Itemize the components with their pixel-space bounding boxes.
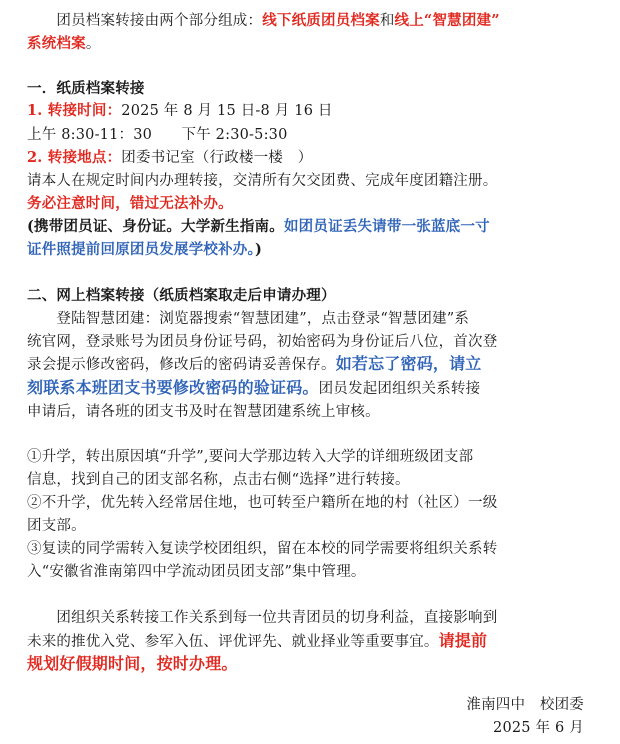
- case-2-line-2: 团支部。: [27, 518, 86, 534]
- signature-date: 2025 年 6 月: [493, 720, 584, 736]
- online-para-line-4: 刻联系本班团支书要修改密码的验证码。团员发起团组织关系转接: [27, 378, 481, 397]
- intro-line-2: 系统档案。: [27, 35, 101, 52]
- intro-line-1: 团员档案转接由两个部分组成：线下纸质团员档案和线上“智慧团建”: [27, 12, 500, 29]
- paper-note: 请本人在规定时间内办理转接，交清所有欠交团费、完成年度团籍注册。: [27, 173, 498, 189]
- closing-line-1: 团组织关系转接工作关系到每一位共青团员的切身利益，直接影响到: [27, 610, 498, 626]
- closing-line-3: 规划好假期时间，按时办理。: [27, 654, 238, 673]
- online-para-line-3: 录会提示修改密码，修改后的密码请妥善保存。如若忘了密码，请立: [27, 354, 482, 373]
- case-1-line-1: ①升学，转出原因填“升学”,要问大学那边转入大学的详细班级团支部: [27, 449, 474, 465]
- paper-warning: 务必注意时间，错过无法补办。: [27, 195, 233, 212]
- bring-line-1: (携带团员证、身份证。大学新生指南。如团员证丢失请带一张蓝底一寸: [27, 218, 490, 235]
- case-3-line-1: ③复读的同学需转入复读学校团组织，留在本校的同学需要将组织关系转: [27, 541, 498, 557]
- case-3-line-2: 入“安徽省淮南第四中学流动团员团支部”集中管理。: [27, 564, 366, 580]
- transfer-hours: 上午 8:30-11：30 下午 2:30-5:30: [27, 127, 288, 143]
- closing-line-2: 未来的推优入党、参军入伍、评优评先、就业择业等重要事宜。请提前: [27, 631, 488, 650]
- case-1-line-2: 信息，找到自己的团支部名称，点击右侧“选择”进行转接。: [27, 472, 410, 488]
- signature-org: 淮南四中 校团委: [466, 697, 584, 713]
- online-para-line-5: 申请后，请各班的团支书及时在智慧团建系统上审核。: [27, 404, 380, 420]
- case-2-line-1: ②不升学，优先转入经常居住地，也可转至户籍所在地的村（社区）一级: [27, 495, 498, 511]
- bring-line-2: 证件照提前回原团员发展学校补办。): [27, 241, 263, 258]
- online-para-line-2: 统官网，登录账号为团员身份证号码，初始密码为身份证后八位，首次登: [27, 334, 498, 350]
- transfer-place: 2. 转接地点：团委书记室（行政楼一楼 ）: [27, 149, 313, 166]
- paper-heading: 一．纸质档案转接: [27, 80, 145, 97]
- online-para-line-1: 登陆智慧团建：浏览器搜索“智慧团建”，点击登录“智慧团建”系: [27, 311, 470, 327]
- online-heading: 二、网上档案转接（纸质档案取走后申请办理）: [27, 287, 336, 304]
- transfer-time: 1. 转接时间：2025 年 8 月 15 日-8 月 16 日: [27, 102, 333, 119]
